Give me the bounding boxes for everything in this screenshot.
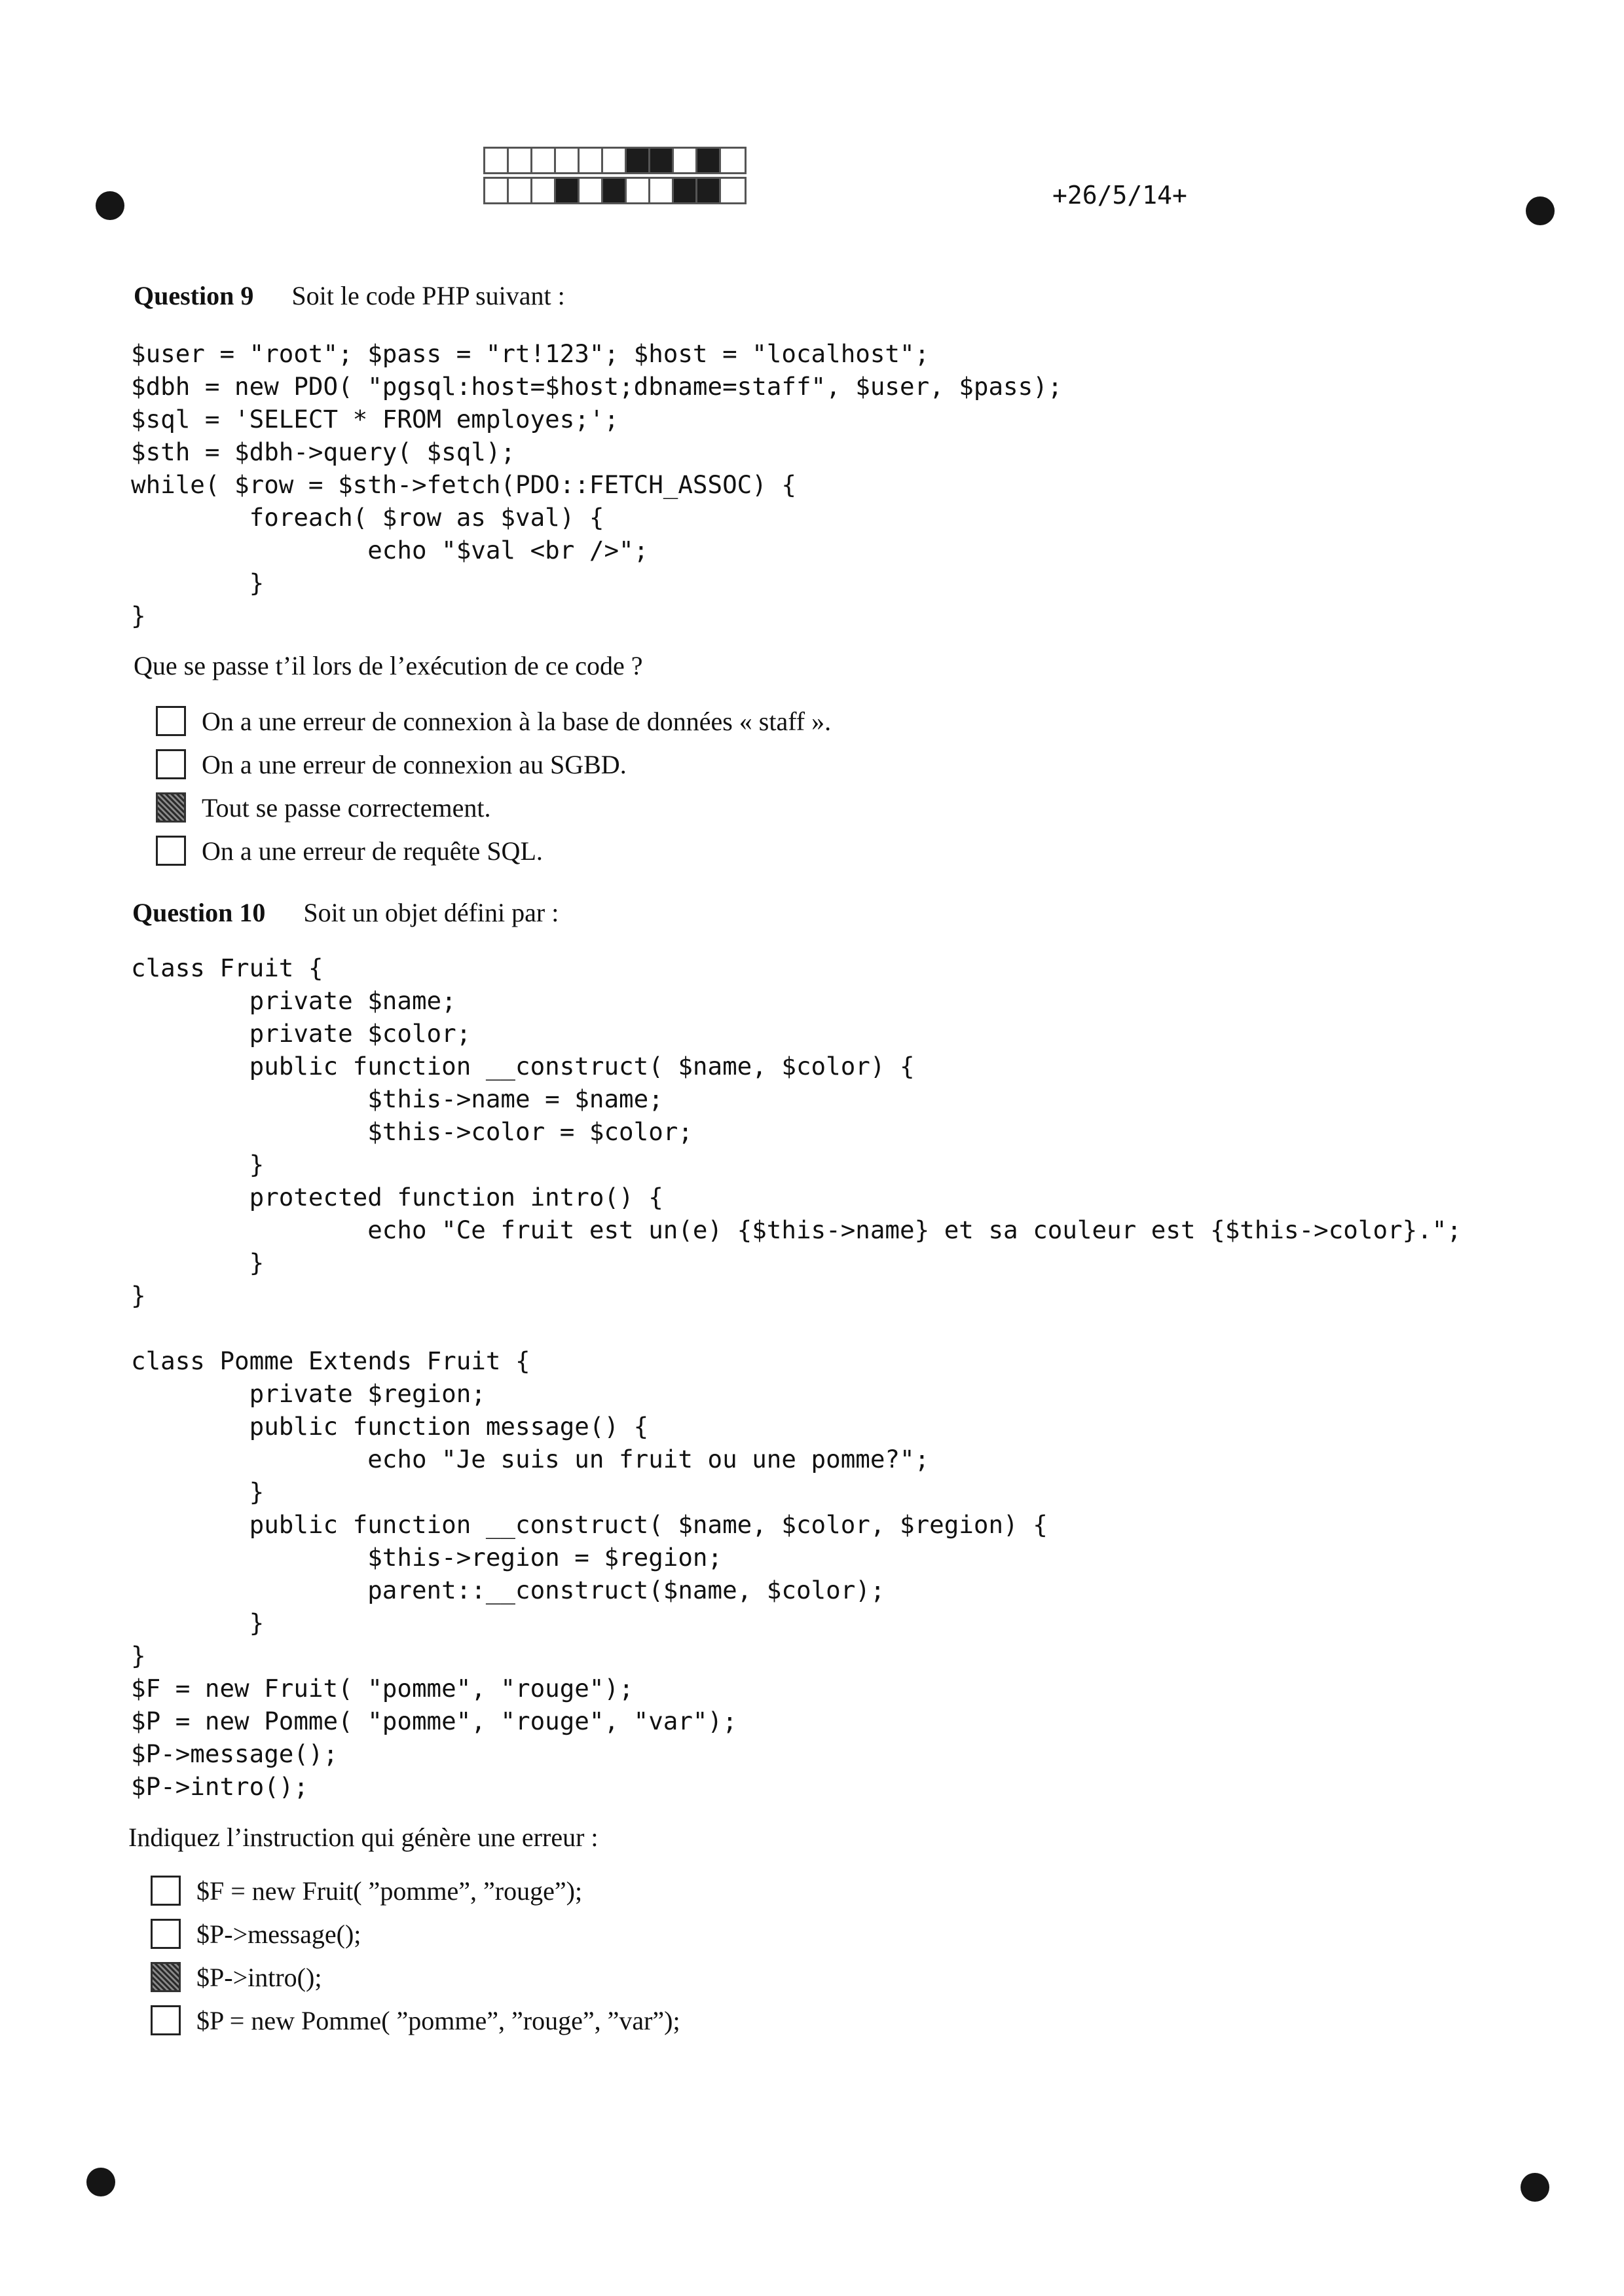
question-9-answer-4: [156, 829, 831, 872]
barcode-cell: [674, 149, 697, 172]
question-9-intro: Soit le code PHP suivant :: [291, 281, 565, 310]
answer-text: On a une erreur de connexion au SGBD.: [202, 749, 627, 779]
question-9-answers: [156, 699, 831, 872]
answer-checkbox[interactable]: [156, 836, 186, 866]
answer-text: $P->message();: [196, 1919, 361, 1949]
question-9-label: Question 9: [134, 281, 254, 310]
answer-checkbox-checked[interactable]: [156, 792, 186, 823]
barcode-cell: [697, 179, 721, 202]
question-10-answers: [151, 1869, 680, 2042]
question-9-title: [134, 280, 565, 311]
question-10-answer-1: [151, 1869, 680, 1912]
answer-checkbox[interactable]: [156, 749, 186, 779]
question-9-answer-3: [156, 786, 831, 829]
question-10-title: [132, 897, 559, 928]
question-9-code: $user = "root"; $pass = "rt!123"; $host = "localhost"; $dbh = new PDO( "pgsql:host=$host;dbname=staff", $user, $pass); $sql = 'SELECT * FROM employes;'; $sth = $dbh->query( $sql); while( $row = $sth->fetch(PDO::FETCH_ASSOC) { foreach( $row as $val) { echo "$val <br />"; } }: [131, 339, 1063, 630]
page-barcode-row-2: [483, 177, 747, 204]
barcode-cell: [532, 179, 556, 202]
barcode-cell: [603, 149, 627, 172]
barcode-cell: [697, 149, 721, 172]
question-9-answer-2: [156, 743, 831, 786]
barcode-cell: [556, 179, 580, 202]
barcode-cell: [627, 179, 650, 202]
answer-text: $P->intro();: [196, 1962, 322, 1992]
page-barcode-row-1: [483, 147, 747, 174]
barcode-cell: [532, 149, 556, 172]
question-9-prompt: Que se passe t’il lors de l’exécution de ce code ?: [134, 651, 643, 680]
answer-text: On a une erreur de connexion à la base de données « staff ».: [202, 706, 832, 736]
barcode-cell: [603, 179, 627, 202]
question-10-code: class Fruit { private $name; private $color; public function __construct( $name, $color) { $this->name = $name; $this->color = $color; } protected function intro() { echo "Ce fruit est un(e) {$this->name} et sa couleur est {$this->color}."; } } class Pomme Extends Fruit { private $region; public function message() { echo "Je suis un fruit ou une pomme?"; } public function __construct( $name, $color, $region) { $this->region = $region; parent::__construct($name, $color); } } $F = new Fruit( "pomme", "rouge"); $P = new Pomme( "pomme", "rouge", "var"); $P->message(); $P->intro();: [131, 954, 1462, 1801]
question-10-prompt: Indiquez l’instruction qui génère une erreur :: [128, 1823, 599, 1852]
barcode-cell: [674, 179, 697, 202]
question-9-answer-1: [156, 699, 831, 743]
answer-checkbox-checked[interactable]: [151, 1962, 181, 1992]
barcode-cell: [580, 149, 603, 172]
corner-mark-bottom-left: [86, 2168, 115, 2196]
answer-text: $F = new Fruit( ”pomme”, ”rouge”);: [196, 1876, 583, 1906]
barcode-cell: [650, 179, 674, 202]
barcode-cell: [627, 149, 650, 172]
barcode-cell: [721, 149, 745, 172]
answer-checkbox[interactable]: [156, 706, 186, 736]
answer-text: $P = new Pomme( ”pomme”, ”rouge”, ”var”);: [196, 2005, 680, 2035]
barcode-cell: [721, 179, 745, 202]
question-10-intro: Soit un objet défini par :: [303, 898, 559, 927]
question-10-answer-4: [151, 1999, 680, 2042]
barcode-cell: [556, 149, 580, 172]
barcode-cell: [580, 179, 603, 202]
question-10-answer-2: [151, 1912, 680, 1955]
answer-text: Tout se passe correctement.: [202, 792, 491, 823]
answer-checkbox[interactable]: [151, 1876, 181, 1906]
corner-mark-top-right: [1526, 196, 1555, 225]
answer-checkbox[interactable]: [151, 2005, 181, 2035]
barcode-cell: [485, 149, 509, 172]
barcode-cell: [509, 179, 532, 202]
question-10-answer-3: [151, 1955, 680, 1999]
question-10-label: Question 10: [132, 898, 266, 927]
answer-checkbox[interactable]: [151, 1919, 181, 1949]
barcode-cell: [650, 149, 674, 172]
corner-mark-top-left: [96, 191, 124, 220]
barcode-cell: [485, 179, 509, 202]
barcode-cell: [509, 149, 532, 172]
page-identifier: +26/5/14+: [1052, 181, 1187, 210]
corner-mark-bottom-right: [1521, 2173, 1549, 2202]
answer-text: On a une erreur de requête SQL.: [202, 836, 543, 866]
